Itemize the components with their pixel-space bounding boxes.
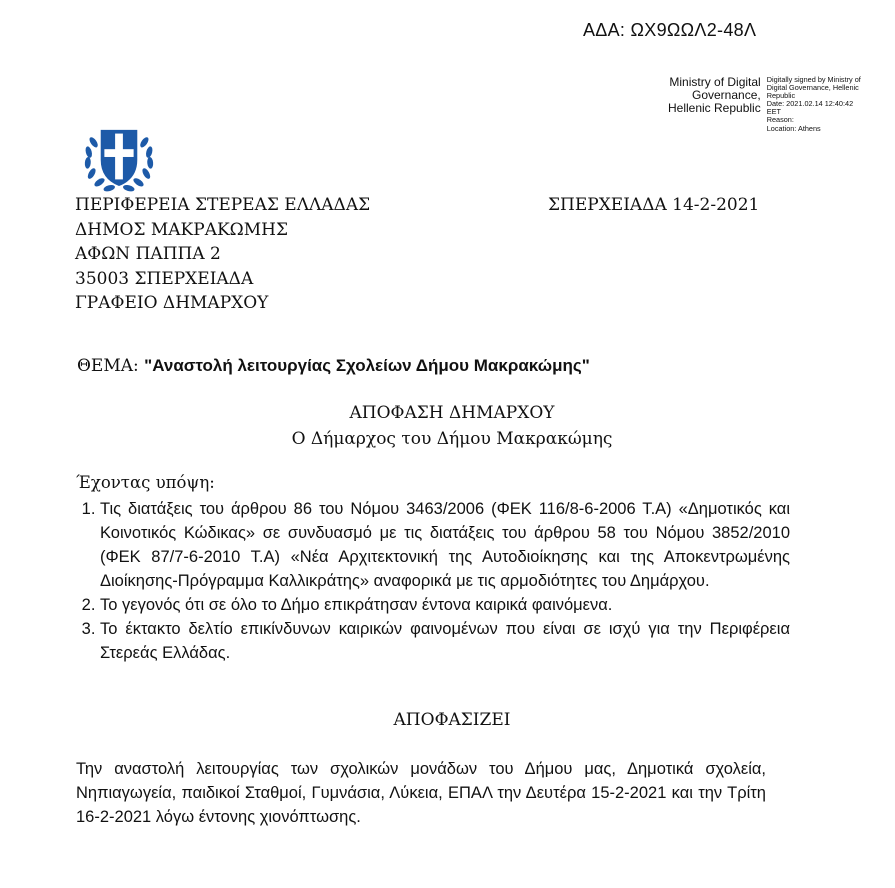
decision-text: Την αναστολή λειτουργίας των σχολικών μονάδων του Δήμου μας, Δημοτικά σχολεία, Νηπιαγωγεία, παιδικοί Σταθμοί, Γυμνάσια, Λύκεια, ΕΠΑΛ την Δευτέρα 15-2-2021 και την Τρίτη 16-2-2021 λόγω έντονης χιονόπτωσης. xyxy=(76,760,766,826)
list-item: 2. Το γεγονός ότι σε όλο το Δήμο επικράτησαν έντονα καιρικά φαινόμενα. xyxy=(100,593,790,617)
issuer-postcode: 35003 ΣΠΕΡΧΕΙΑΔΑ xyxy=(75,268,254,289)
decision-title: ΑΠΟΦΑΣΗ ΔΗΜΑΡΧΟΥ xyxy=(349,403,555,423)
list-item: 3. Το έκτακτο δελτίο επικίνδυνων καιρικών φαινομένων που είναι σε ισχύ για την Περιφέρεια Στερεάς Ελλάδας. xyxy=(100,617,790,665)
signature-signer: Ministry of Digital Governance, Hellenic Republic xyxy=(668,75,761,115)
subject-line xyxy=(77,356,590,376)
issuer-region: ΠΕΡΙΦΕΡΕΙΑ ΣΤΕΡΕΑΣ ΕΛΛΑΔΑΣ xyxy=(75,195,371,215)
issuer-street: ΑΦΩΝ ΠΑΠΠΑ 2 xyxy=(75,244,221,264)
issuer-address xyxy=(75,193,370,316)
list-item: 1. Τις διατάξεις του άρθρου 86 του Νόμου 3463/2006 (ΦΕΚ 116/8-6-2006 Τ.Α) «Δημοτικός και Κοινοτικός Κώδικας» σε συνδυασμό με τις διατάξεις του άρθρου 58 του Νόμου 3852/2010 (ΦΕΚ 87/7-6-2010 Τ.Α) «Νέα Αρχιτεκτονική της Αυτοδιοίκησης και της Αποκεντρωμένης Διοίκησης-Πρόγραμμα Καλλικράτης» αναφορικά με τις αρμοδιότητες του Δημάρχου. xyxy=(100,497,790,593)
signature-details: Digitally signed by Ministry of Digital Governance, Hellenic Republic Date: 2021.02.14 12:40:42 EET Reason: Location: Athens xyxy=(766,75,861,133)
place-date: ΣΠΕΡΧΕΙΑΔΑ 14-2-2021 xyxy=(548,195,760,215)
subject-label: ΘΕΜΑ: xyxy=(77,356,145,376)
ada-code: ΑΔΑ: ΩΧ9ΩΩΛ2-48Λ xyxy=(583,20,757,40)
issuer-municipality: ΔΗΜΟΣ ΜΑΚΡΑΚΩΜΗΣ xyxy=(75,219,289,240)
considerations-list xyxy=(76,497,790,665)
mayor-line: Ο Δήμαρχος του Δήμου Μακρακώμης xyxy=(291,429,613,449)
digital-signature xyxy=(668,76,861,133)
considering-heading: Έχοντας υπόψη: xyxy=(76,473,215,492)
issuer-office: ΓΡΑΦΕΙΟ ΔΗΜΑΡΧΟΥ xyxy=(75,293,269,313)
subject-text: "Αναστολή λειτουργίας Σχολείων Δήμου Μακρακώμης" xyxy=(144,356,590,375)
coat-of-arms-icon xyxy=(80,117,158,195)
decides-heading: ΑΠΟΦΑΣΙΖΕΙ xyxy=(393,710,511,730)
